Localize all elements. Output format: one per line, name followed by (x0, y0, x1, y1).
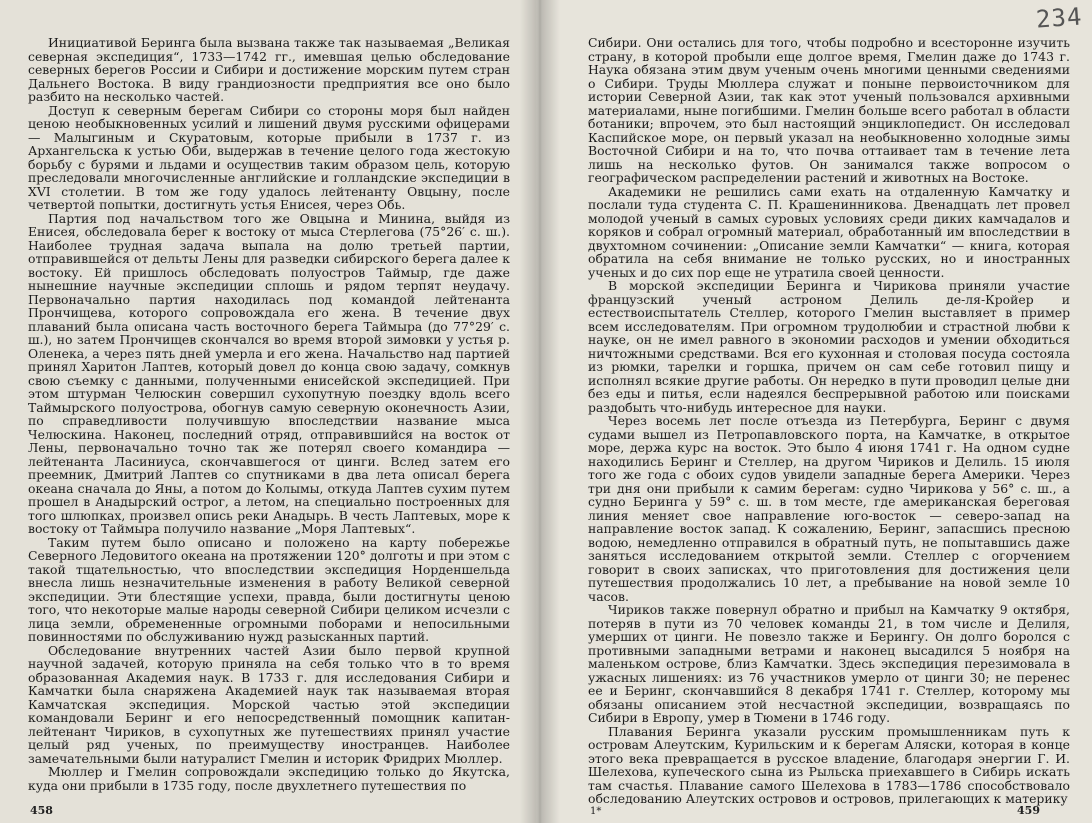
handwritten-page-number: 234 (1034, 2, 1083, 34)
paragraph: Чириков также повернул обратно и прибыл на Камчатку 9 октября, потеряв в пути из 70 человек команды 21, в том числе и Делиля, умерших от цинги. Не повезло также и Берингу. Он долго боролся с противными западными ветрами и наконец высадился 5 ноября на маленьком острове, близ Камчатки. Здесь экспедиция перезимовала в ужасных лишениях: из 76 участников умерло от цинги 30; не перенес ее и Беринг, скончавшийся 8 декабря 1741 г. Стеллер, которому мы обязаны описанием этой несчастной экспедиции, возвращаясь по Сибири в Европу, умер в Тюмени в 1746 году. (588, 602, 1070, 725)
paragraph: Академики не решились сами ехать на отдаленную Камчатку и послали туда студента С. П. Крашенинникова. Двенадцать лет провел молодой ученый в самых суровых условиях среди диких камчадалов и коряков и собрал огромный материал, обработанный им впоследствии в двухтомном сочинении: „Описание земли Камчатки“ — книга, которая обратила на себя внимание не только русских, но и иностранных ученых и до сих пор еще не утратила своей ценности. (588, 183, 1070, 280)
paragraph: Плавания Беринга указали русским промышленникам путь к островам Алеутским, Курильским и к берегам Аляски, которая в конце этого века превращается в русское владение, благодаря энергии Г. И. Шелехова, купеческого сына из Рыльска приехавшего в Сибирь искать там счастья. Плавание самого Шелехова в 1783—1786 способствовало обследованию Алеутских островов и островов, прилегающих к материку (588, 723, 1070, 806)
right-page (536, 0, 1092, 823)
page-number-left: 458 (30, 804, 53, 817)
paragraph: Таким путем было описано и положено на карту побережье Северного Ледовитого океана на протяжении 120° долготы и при этом с такой тщательностью, что впоследствии экспедиция Норденшельда внесла лишь незначительные изменения в работу Великой северной экспедиции. Эти блестящие успехи, правда, были достигнуты ценою того, что некоторые малые народы северной Сибири целиком исчезли с лица земли, обремененные огромными поборами и непосильными повинностями по обслуживанию нужд разысканных партий. (28, 534, 510, 644)
paragraph: Мюллер и Гмелин сопровождали экспедицию только до Якутска, куда они прибыли в 1735 году, после двухлетнего путешествия по (28, 764, 510, 793)
paragraph: Доступ к северным берегам Сибири со стороны моря был найден ценою необыкновенных усилий и лишений двумя русскими офицерами — Малыгиным и Скуратовым, которые прибыли в 1737 г. из Архангельска к устью Оби, выдержав в течение целого года жестокую борьбу с бурями и льдами и осуществив таким образом цель, которую преследовали многочисленные английские и голландские экспедиции в XVI столетии. В том же году удалось лейтенанту Овцыну, после четвертой попытки, достигнуть устья Енисея, через Обь. (28, 102, 510, 212)
signature-mark: 1* (590, 806, 602, 817)
paragraph-continuation: Сибири. Они остались для того, чтобы подробно и всесторонне изучить страну, в которой пробыли еще долгое время, Гмелин даже до 1743 г. Наука обязана этим двум ученым очень многими ценными сведениями о Сибири. Труды Мюллера служат и поныне первоисточником для истории Северной Азии, так как этот ученый пользовался архивными материалами, ныне погибшими. Гмелин больше всего работал в области ботаники; впрочем, это был настоящий энциклопедист. Он исследовал Каспийское море, он первый указал на необыкновенно холодные зимы Восточной Сибири и на то, что почва оттаивает там в течение лета лишь на несколько футов. Он занимался также вопросом о географическом распределении растений и животных на Востоке. (588, 35, 1070, 185)
paragraph: Инициативой Беринга была вызвана также так называемая „Великая северная экспедиция“, 1733—1742 гг., имевшая целью обследование северных берегов России и Сибири и достижение морским путем стран Дальнего Востока. В виду грандиозности предприятия все оно было разбито на несколько частей. (28, 35, 510, 104)
book-gutter-shadow (520, 0, 560, 823)
page-number-right: 459 (1017, 804, 1040, 817)
paragraph: В морской экспедиции Беринга и Чирикова приняли участие французский ученый астроном Делиль де-ля-Кройер и естествоиспытатель Стеллер, которого Гмелин выставляет в пример всем исследователям. При огромном трудолюбии и страстной любви к науке, он не имел равного в экономии расходов и умении обходиться ничтожными средствами. Вся его кухонная и столовая посуда состояла из рюмки, тарелки и горшка, причем он сам себе готовил пищу и исполнял всякие другие работы. Он нередко в пути проводил целые дни без еды и питья, если надеялся беспрерывной работою или поисками раздобыть что-нибудь интересное для науки. (588, 278, 1070, 415)
paragraph: Через восемь лет после отъезда из Петербурга, Беринг с двумя судами вышел из Петропавловского порта, на Камчатке, в открытое море, держа курс на восток. Это было 4 июня 1741 г. На одном судне находились Беринг и Стеллер, на другом Чириков и Делиль. 15 июля того же года с обоих судов увидели западные берега Америки. Через три дня они прибыли к самим берегам: судно Чирикова у 56° с. ш., а судно Беринга у 59° с. ш. в том месте, где американская береговая линия меняет свое направление юго-восток — северо-запад на направление восток запад. К сожалению, Беринг, запасшись пресною водою, немедленно отправился в обратный путь, не попытавшись даже заняться исследованием открытой земли. Стеллер с огорчением говорит в своих записках, что приготовления для достижения цели путешествия продолжались 10 лет, а пребывание на новой земле 10 часов. (588, 413, 1070, 604)
left-page-text (28, 36, 510, 792)
right-page-text (588, 36, 1070, 806)
left-page (0, 0, 536, 823)
paragraph: Партия под начальством того же Овцына и Минина, выйдя из Енисея, обследовала берег к востоку от мыса Стерлегова (75°26′ с. ш.). Наиболее трудная задача выпала на долю третьей партии, отправившейся от дельты Лены для разведки сибирского берега далее к востоку. Ей пришлось обследовать полуостров Таймыр, где даже нынешние научные экспедиции сплошь и рядом терпят неудачу. Первоначально партия находилась под командой лейтенанта Прончищева, которого сопровождала его жена. В течение двух плаваний была описана часть восточного берега Таймыра (до 77°29′ с. ш.), но затем Прончищев скончался во время второй зимовки у устья р. Оленека, а через пять дней умерла и его жена. Начальство над партией принял Харитон Лаптев, который довел до конца свою задачу, сомкнув свою съемку с данными, полученными енисейской экспедицией. При этом штурман Челюскин совершил сухопутную поездку вдоль всего Таймырского полуострова, обогнув самую северную оконечность Азии, по справедливости получившую впоследствии название мыса Челюскина. Наконец, последний отряд, отправившийся на восток от Лены, первоначально точно так же потерял своего командира — лейтенанта Ласиниуса, скончавшегося от цинги. Вслед затем его преемник, Дмитрий Лаптев со спутниками в два лета описал берега океана сначала до Яны, а потом до Колымы, откуда Лаптев сухим путем прошел в Анадырский острог, а летом, на специально построенных для того шлюпках, произвел опись реки Анадырь. В честь Лаптевых, море к востоку от Таймыра получило название „Моря Лаптевых“. (28, 210, 510, 536)
paragraph: Обследование внутренних частей Азии было первой крупной научной задачей, которую приняла на себя только что в то время образованная Академия наук. В 1733 г. для исследования Сибири и Камчатки была снаряжена Академией наук так называемая вторая Камчатская экспедиция. Морской частью этой экспедиции командовали Беринг и его непосредственный помощник капитан-лейтенант Чириков, в сухопутных же путешествиях принял участие целый ряд ученых, по преимуществу иностранцев. Наиболее замечательными были натуралист Гмелин и историк Фридрих Мюллер. (28, 642, 510, 766)
